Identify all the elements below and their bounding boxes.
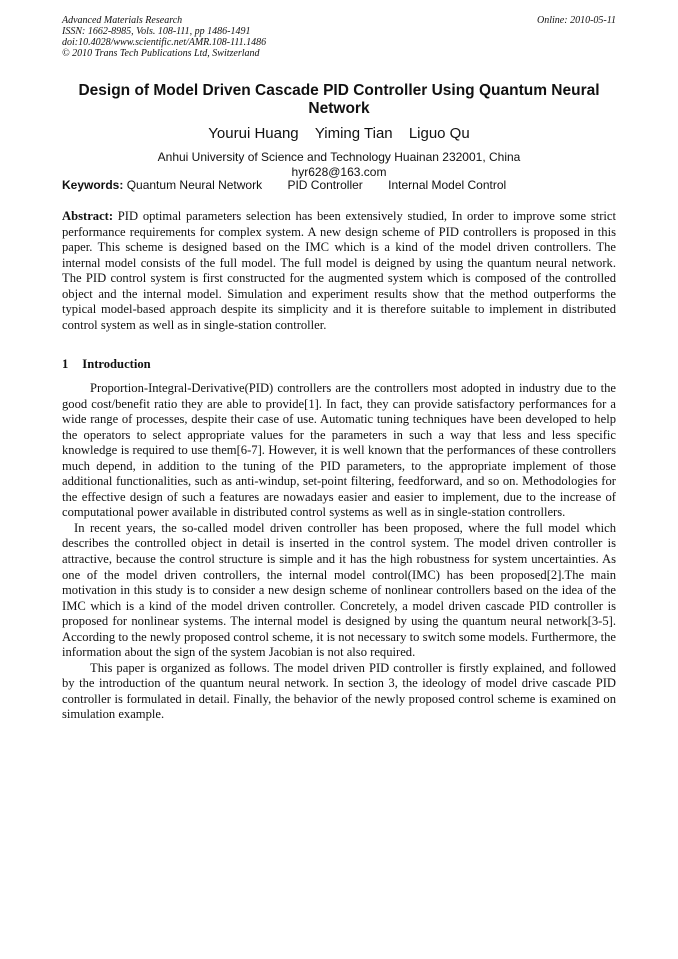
keyword: PID Controller: [287, 178, 363, 192]
paragraph: In recent years, the so-called model driven controller has been proposed, where the full model which describes the controlled object in detail is inserted in the control system. The model driven controller is attractive, because the control structure is simple and it has the high robustness for system uncertainties. As one of the model driven controllers, the internal model control(IMC) has been proposed[2].The main motivation in this study is to consider a new design scheme of nonlinear controllers based on the idea of the IMC which is a kind of the model driven controller. Concretely, a model driven cascade PID controller is proposed for nonlinear systems. The internal model is designed by using the quantum neural network[3-5]. According to the newly proposed control scheme, it is not necessary to switch some models. Furthermore, the information about the sign of the system Jacobian is not also required.: [62, 520, 616, 660]
author-name: Liguo Qu: [408, 125, 470, 142]
keywords-line: [62, 178, 528, 193]
author-list: [62, 125, 616, 143]
section-title: Introduction: [82, 357, 151, 371]
author-name: Yourui Huang: [208, 125, 299, 142]
paper-title: Design of Model Driven Cascade PID Controller Using Quantum Neural Network: [78, 82, 600, 117]
email: hyr628@163.com: [291, 165, 387, 179]
abstract: [62, 209, 616, 333]
abstract-label: Abstract:: [62, 209, 114, 223]
affiliation: Anhui University of Science and Technology Huainan 232001, China: [157, 150, 521, 164]
introduction-body: [62, 381, 616, 723]
journal-name: Advanced Materials Research: [62, 15, 183, 26]
keyword: Internal Model Control: [388, 178, 507, 192]
copyright-line: © 2010 Trans Tech Publications Ltd, Switzerland: [62, 48, 260, 59]
issn-line: ISSN: 1662-8985, Vols. 108-111, pp 1486-1491: [62, 26, 251, 37]
section-heading: [62, 357, 151, 372]
section-number: 1: [62, 357, 69, 371]
paragraph: This paper is organized as follows. The model driven PID controller is firstly explained, and followed by the introduction of the quantum neural network. In section 3, the ideology of model drive cascade PID controller is formulated in detail. Finally, the behavior of the newly proposed control scheme is examined on simulation example.: [62, 660, 616, 722]
keyword: Quantum Neural Network: [126, 178, 263, 192]
abstract-text: PID optimal parameters selection has been extensively studied, In order to improve some strict performance requirements for complex system. A new design scheme of PID controllers is proposed in this paper. This scheme is designed based on the IMC which is a kind of the model driven controllers. The internal model consists of the full model. The full model is deigned by using the quantum neural network. The PID control system is first constructed for the augmented system which is composed of the controlled object and the internal model. Simulation and experiment results show that the method outperforms the typical model-based approach despite its simplicity and it is therefore suitable to implement in distributed control system as well as in single-station controller.: [62, 209, 617, 332]
paragraph: Proportion-Integral-Derivative(PID) controllers are the controllers most adopted in industry due to the good cost/benefit ratio they are able to provide[1]. In fact, they can provide satisfactory performances for a wide range of processes, despite their case of use. Automatic tuning techniques have been developed to help the operators to select appropriate values for the parameters in such a way that less and less specific knowledge is required to use them[6-7]. However, it is well known that the performances of these controllers much depend, in addition to the tuning of the PID parameters, to the appropriate implement of those additional functionalities, such as anti-windup, set-point filtering, feedforward, and so on. Methodologies for the effective design of such a features are nowadays easier and easier to implement, due to the increase of computational power available in distributed control systems as well as in single-station controllers.: [62, 381, 616, 520]
affiliation-block: [62, 150, 616, 180]
doi-line: doi:10.4028/www.scientific.net/AMR.108-111.1486: [62, 37, 267, 48]
online-date: Online: 2010-05-11: [537, 15, 616, 26]
keywords-label: Keywords:: [62, 178, 124, 192]
author-name: Yiming Tian: [314, 125, 393, 142]
journal-header: [62, 15, 266, 59]
